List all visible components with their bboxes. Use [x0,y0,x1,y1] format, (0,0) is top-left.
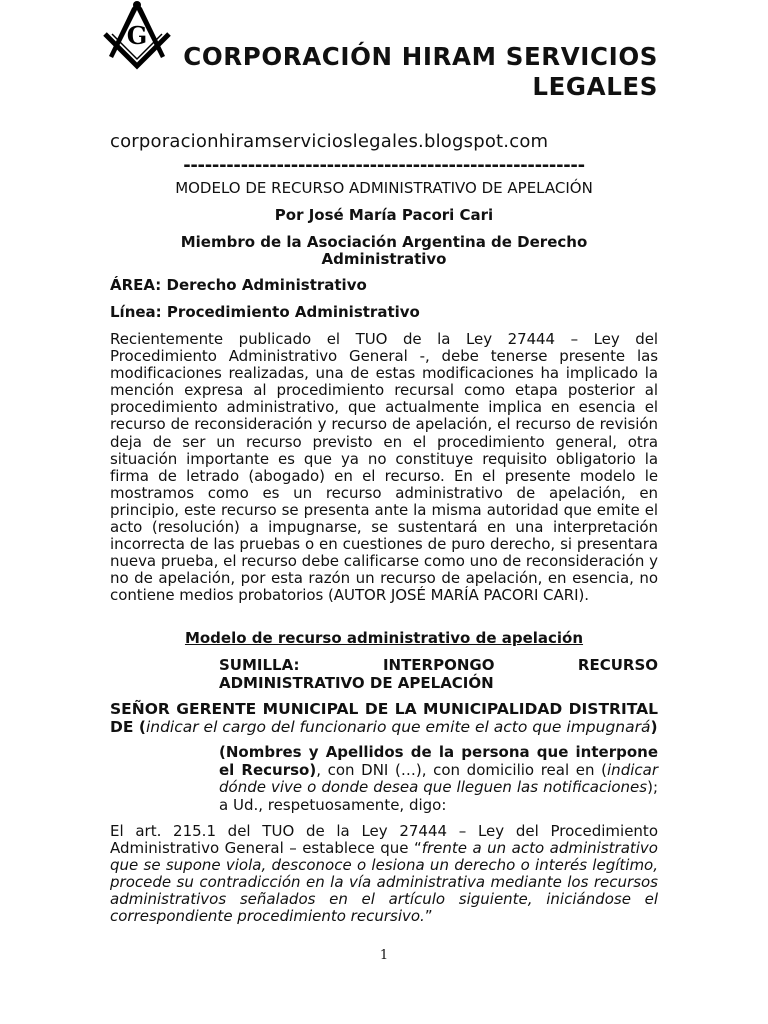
sumilla-word-2: INTERPONGO [382,656,495,674]
model-title: Modelo de recurso administrativo de apelación [184,629,584,647]
document-heading: MODELO DE RECURSO ADMINISTRATIVO DE APELACIÓN [175,179,593,197]
area-label: ÁREA: [110,276,162,294]
linea-line [110,304,420,321]
square-and-compass-icon [101,0,173,70]
area-line [110,277,367,294]
article-close: ” [424,907,433,926]
senor-addressee: SEÑOR GERENTE MUNICIPAL DE LA MUNICIPALIDAD DISTRITAL DE ( [110,700,658,736]
linea-label: Línea: [110,303,162,321]
persona-text-2: ); a Ud., respetuosamente, digo: [219,778,658,814]
article-text: El art. 215.1 del TUO de la Ley 27444 – Ley del Procedimiento Administrativo General – establece que “ [110,822,658,858]
senor-instruction: indicar el cargo del funcionario que emite el acto que impugnará [145,718,651,736]
persona-text-1: , con DNI (…), con domicilio real en ( [316,760,608,779]
blog-url: corporacionhiramservicioslegales.blogspot.com [110,131,549,152]
sumilla-word-3: RECURSO [577,656,658,674]
sumilla-block [219,657,658,692]
persona-instruction: indicar dónde vive o donde desea que lleguen las notificaciones [219,760,658,796]
author-line: Por José María Pacori Cari [274,206,494,224]
senor-paragraph [110,700,658,736]
separator-line: -------------------------------------------------------- [183,155,585,176]
linea-value: Procedimiento Administrativo [166,303,420,321]
article-paragraph [110,823,658,926]
membership-line: Miembro de la Asociación Argentina de Derecho Administrativo [180,233,588,268]
logo-letter: G [126,21,148,50]
persona-name: (Nombres y Apellidos de la persona que interpone el Recurso) [219,743,658,779]
sumilla-line-2: ADMINISTRATIVO DE APELACIÓN [219,673,494,692]
sumilla-word-1: SUMILLA: [219,656,300,674]
article-quote: frente a un acto administrativo que se supone viola, desconoce o lesiona un derecho o interés legítimo, procede su contradicción en la vía administrativa mediante los recursos administrativos señalados en el artículo siguiente, iniciándose el correspondiente procedimiento recursivo. [110,839,658,926]
senor-close: ) [650,718,658,736]
intro-paragraph: Recientemente publicado el TUO de la Ley 27444 – Ley del Procedimiento Administrativo General -, debe tenerse presente las modificaciones realizadas, una de estas modificaciones ha implicado la mención expresa al procedimiento recursal como etapa posterior al procedimiento administrativo, que actualmente implica en esencia el recurso de reconsideración y recurso de apelación, el recurso de revisión deja de ser un recurso previsto en el procedimiento general, otra situación importante es que ya no constituye requisito obligatorio la firma de letrado (abogado) en el recurso. En el presente modelo le mostramos como es un recurso administrativo de apelación, en principio, este recurso se presenta ante la misma autoridad que emite el acto (resolución) a impugnarse, se sustentará en una interpretación incorrecta de las pruebas o en cuestiones de puro derecho, si presentara nueva prueba, el recurso debe calificarse como uno de reconsideración y no de apelación, por esta razón un recurso de apelación, en esencia, no contiene medios probatorios (AUTOR JOSÉ MARÍA PACORI CARI). [110,330,658,605]
company-title: CORPORACIÓN HIRAM SERVICIOS LEGALES [183,42,658,101]
area-value: Derecho Administrativo [166,276,367,294]
persona-paragraph [219,744,658,814]
page-number: 1 [379,948,389,963]
